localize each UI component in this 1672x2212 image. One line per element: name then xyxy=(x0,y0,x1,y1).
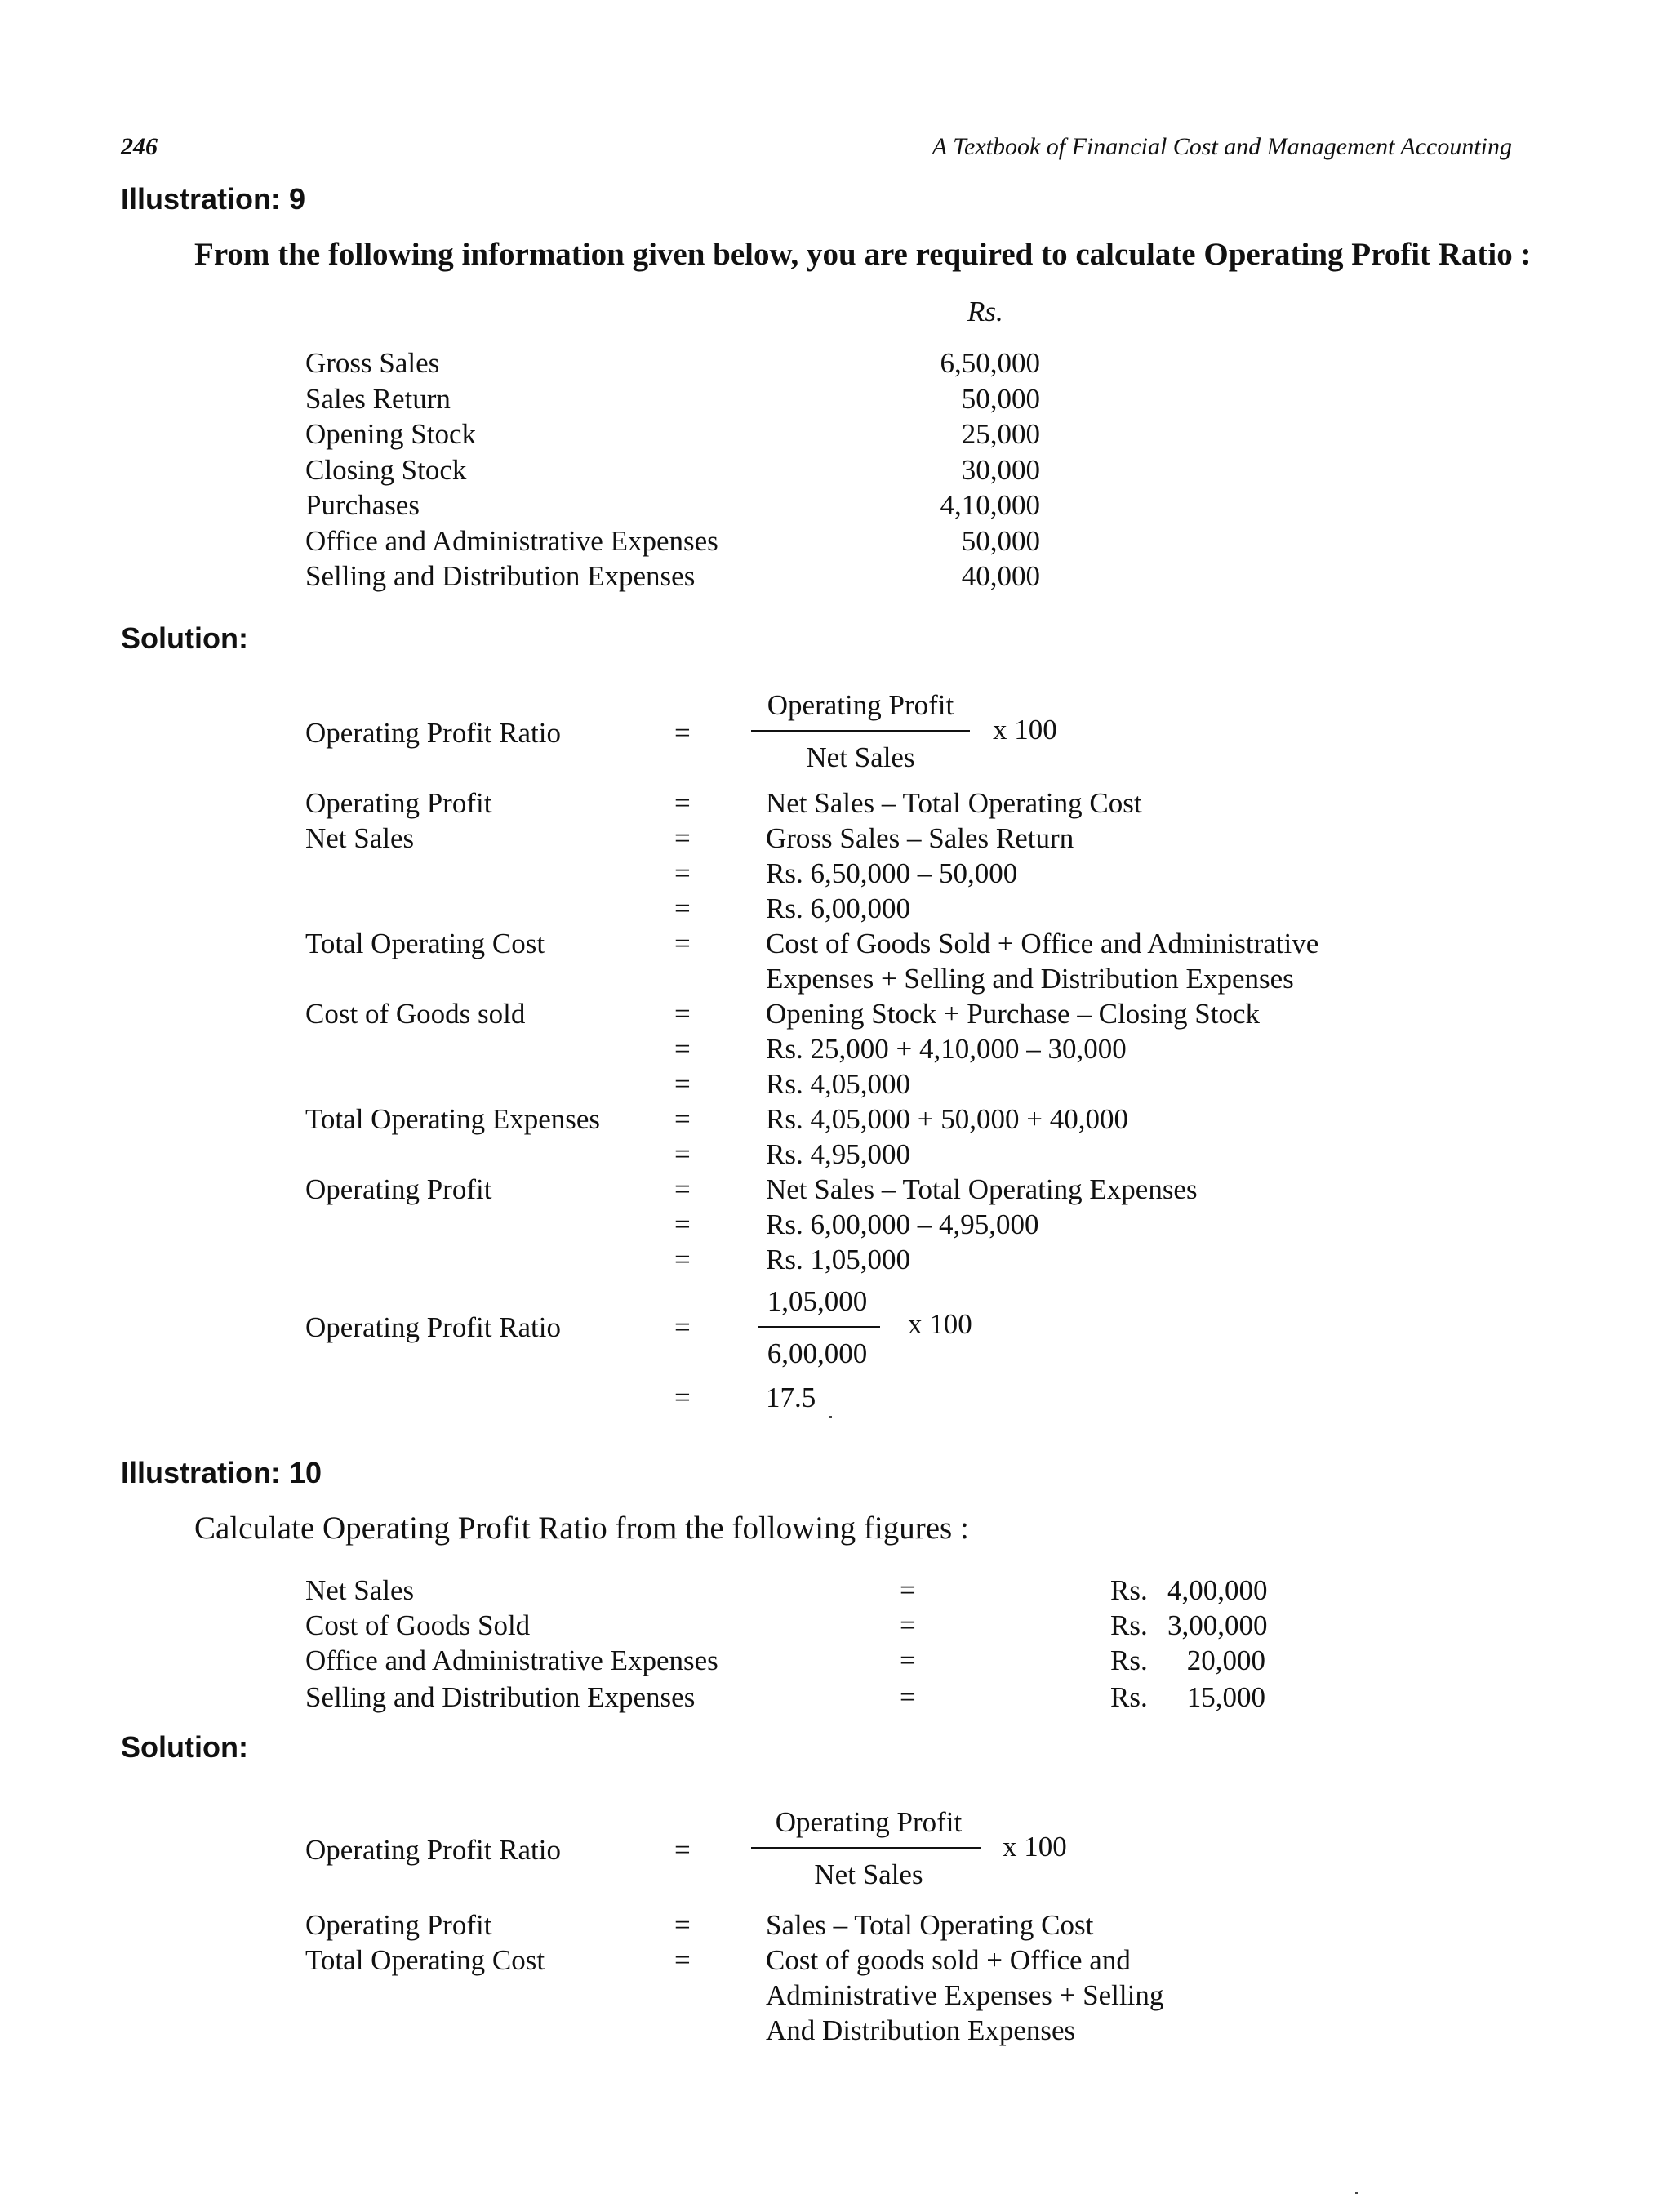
formula-label: Operating Profit Ratio xyxy=(305,1834,562,1866)
item-value: 40,000 xyxy=(961,560,1040,592)
item-value: 4,00,000 xyxy=(1167,1574,1268,1606)
step-label: Cost of Goods sold xyxy=(305,998,526,1030)
equals-sign: = xyxy=(674,928,691,959)
result-value: 17.5 xyxy=(766,1382,816,1413)
item-label: Office and Administrative Expenses xyxy=(305,524,718,557)
running-title: A Textbook of Financial Cost and Management Accounting xyxy=(932,133,1512,160)
item-label: Opening Stock xyxy=(305,418,477,450)
step-text: Administrative Expenses + Selling xyxy=(766,1979,1164,2011)
illustration-10-intro: Calculate Operating Profit Ratio from the following figures : xyxy=(194,1511,969,1546)
final-multiplier: x 100 xyxy=(908,1308,972,1340)
equals-sign: = xyxy=(900,1681,916,1713)
item-value: 6,50,000 xyxy=(940,347,1040,379)
formula-numerator: Operating Profit xyxy=(767,689,954,721)
item-value: 50,000 xyxy=(961,524,1040,557)
item-label: Office and Administrative Expenses xyxy=(305,1645,718,1676)
equals-sign: = xyxy=(674,1208,691,1240)
page-number: 246 xyxy=(121,133,158,160)
formula-numerator: Operating Profit xyxy=(775,1806,963,1838)
illustration-10-solution-heading: Solution: xyxy=(121,1730,248,1764)
illustration-9-data-table xyxy=(305,345,1040,594)
step-text: Gross Sales – Sales Return xyxy=(766,822,1074,854)
illustration-9-heading: Illustration: 9 xyxy=(121,182,306,216)
equals-sign: = xyxy=(674,1834,691,1866)
step-label: Total Operating Cost xyxy=(305,928,545,959)
item-label: Cost of Goods Sold xyxy=(305,1609,531,1641)
formula-denominator: Net Sales xyxy=(814,1858,923,1890)
formula-label: Operating Profit Ratio xyxy=(305,717,562,749)
item-label: Sales Return xyxy=(305,382,451,415)
item-label: Selling and Distribution Expenses xyxy=(305,560,696,592)
step-text: Cost of goods sold + Office and xyxy=(766,1944,1131,1976)
item-label: Selling and Distribution Expenses xyxy=(305,1681,696,1713)
table-row xyxy=(305,345,1040,381)
currency-header: Rs. xyxy=(967,296,1003,327)
illustration-9-solution-heading: Solution: xyxy=(121,621,248,655)
step-text: Rs. 25,000 + 4,10,000 – 30,000 xyxy=(766,1033,1127,1065)
item-value: 25,000 xyxy=(961,418,1040,450)
final-denominator: 6,00,000 xyxy=(767,1337,868,1369)
step-text: Cost of Goods Sold + Office and Administrative xyxy=(766,928,1319,959)
step-text: Rs. 6,00,000 xyxy=(766,892,910,924)
item-label: Closing Stock xyxy=(305,453,467,486)
scan-speck xyxy=(829,1416,832,1418)
step-text: Rs. 6,50,000 – 50,000 xyxy=(766,857,1018,889)
table-row xyxy=(305,452,1040,488)
fraction-bar xyxy=(758,1326,880,1328)
table-row xyxy=(305,559,1040,594)
step-label: Operating Profit xyxy=(305,1173,492,1205)
step-text: Rs. 1,05,000 xyxy=(766,1244,910,1275)
equals-sign: = xyxy=(674,1311,691,1343)
item-value: 50,000 xyxy=(961,382,1040,415)
equals-sign: = xyxy=(674,787,691,819)
final-formula-label: Operating Profit Ratio xyxy=(305,1311,562,1343)
step-text: And Distribution Expenses xyxy=(766,2014,1076,2046)
step-label: Net Sales xyxy=(305,822,415,854)
item-value: 4,10,000 xyxy=(940,489,1040,521)
step-label: Total Operating Cost xyxy=(305,1944,545,1976)
currency-label: Rs. xyxy=(1110,1681,1148,1713)
currency-label: Rs. xyxy=(1110,1645,1148,1676)
fraction-bar xyxy=(751,1847,981,1849)
currency-label: Rs. xyxy=(1110,1574,1148,1606)
illustration-9-intro: From the following information given below, you are required to calculate Operating Profit Ratio : xyxy=(194,237,1532,272)
step-text: Rs. 4,05,000 xyxy=(766,1068,910,1100)
step-label: Operating Profit xyxy=(305,1909,492,1941)
step-text: Net Sales – Total Operating Expenses xyxy=(766,1173,1198,1205)
equals-sign: = xyxy=(674,998,691,1030)
equals-sign: = xyxy=(674,892,691,924)
step-text: Rs. 4,05,000 + 50,000 + 40,000 xyxy=(766,1103,1128,1135)
equals-sign: = xyxy=(674,1068,691,1100)
equals-sign: = xyxy=(674,1103,691,1135)
equals-sign: = xyxy=(900,1609,916,1641)
equals-sign: = xyxy=(900,1574,916,1606)
step-text: Rs. 4,95,000 xyxy=(766,1138,910,1170)
formula-denominator: Net Sales xyxy=(806,741,915,773)
table-row xyxy=(305,523,1040,559)
currency-label: Rs. xyxy=(1110,1609,1148,1641)
table-row xyxy=(305,487,1040,523)
step-text: Sales – Total Operating Cost xyxy=(766,1909,1094,1941)
equals-sign: = xyxy=(674,1033,691,1065)
equals-sign: = xyxy=(674,857,691,889)
step-text: Net Sales – Total Operating Cost xyxy=(766,787,1142,819)
table-row xyxy=(305,381,1040,417)
equals-sign: = xyxy=(674,1382,691,1413)
illustration-10-heading: Illustration: 10 xyxy=(121,1456,322,1489)
final-numerator: 1,05,000 xyxy=(767,1285,868,1317)
fraction-bar xyxy=(751,730,970,732)
item-label: Purchases xyxy=(305,489,420,521)
equals-sign: = xyxy=(674,1909,691,1941)
equals-sign: = xyxy=(674,1173,691,1205)
scan-speck xyxy=(1355,2192,1358,2194)
equals-sign: = xyxy=(674,822,691,854)
item-label: Net Sales xyxy=(305,1574,415,1606)
equals-sign: = xyxy=(674,717,691,749)
step-text: Expenses + Selling and Distribution Expenses xyxy=(766,963,1294,995)
equals-sign: = xyxy=(674,1138,691,1170)
step-text: Opening Stock + Purchase – Closing Stock xyxy=(766,998,1260,1030)
formula-multiplier: x 100 xyxy=(1003,1831,1067,1863)
item-value: 15,000 xyxy=(1186,1681,1265,1713)
step-label: Operating Profit xyxy=(305,787,492,819)
item-value: 20,000 xyxy=(1186,1645,1265,1676)
item-value: 30,000 xyxy=(961,453,1040,486)
equals-sign: = xyxy=(674,1244,691,1275)
table-row xyxy=(305,416,1040,452)
equals-sign: = xyxy=(900,1645,916,1676)
formula-multiplier: x 100 xyxy=(993,714,1057,745)
step-label: Total Operating Expenses xyxy=(305,1103,601,1135)
equals-sign: = xyxy=(674,1944,691,1976)
item-value: 3,00,000 xyxy=(1167,1609,1268,1641)
item-label: Gross Sales xyxy=(305,347,440,379)
step-text: Rs. 6,00,000 – 4,95,000 xyxy=(766,1208,1039,1240)
